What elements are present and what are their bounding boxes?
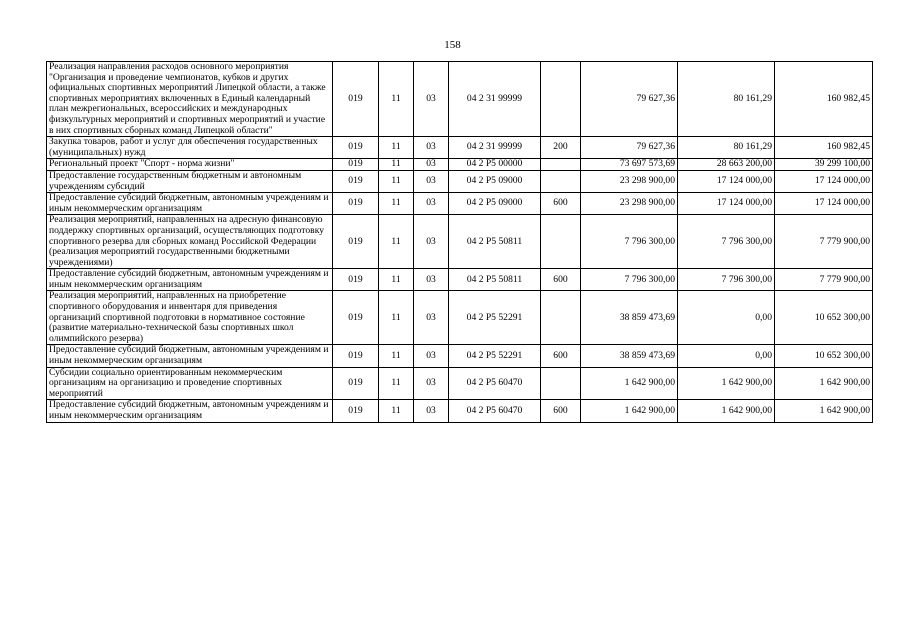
cell-target-article: 04 2 P5 09000 — [449, 193, 541, 215]
cell-section: 11 — [379, 367, 414, 400]
cell-description: Реализация мероприятий, направленных на приобретение спортивного оборудования и инвентаря для приведения организаций спортивной подготовки в нормативное состояние (развитие материально-технической базы спортивных школ олимпийского резерва) — [47, 291, 333, 345]
cell-target-article: 04 2 P5 60470 — [449, 400, 541, 422]
cell-section: 11 — [379, 400, 414, 422]
cell-target-article: 04 2 31 99999 — [449, 137, 541, 159]
cell-expense-type: 600 — [541, 345, 581, 367]
cell-target-article: 04 2 P5 00000 — [449, 159, 541, 171]
cell-ministry-code: 019 — [333, 62, 379, 137]
table-row — [47, 137, 873, 159]
cell-target-article: 04 2 P5 09000 — [449, 170, 541, 192]
cell-amount-3: 160 982,45 — [775, 62, 873, 137]
cell-description: Региональный проект "Спорт - норма жизни" — [47, 159, 333, 171]
cell-amount-3: 160 982,45 — [775, 137, 873, 159]
table-row — [47, 400, 873, 422]
cell-amount-1: 73 697 573,69 — [581, 159, 678, 171]
cell-amount-2: 80 161,29 — [678, 62, 775, 137]
cell-amount-2: 0,00 — [678, 345, 775, 367]
cell-expense-type — [541, 291, 581, 345]
cell-expense-type — [541, 159, 581, 171]
table-row — [47, 269, 873, 291]
cell-subsection: 03 — [414, 269, 449, 291]
table-row — [47, 215, 873, 269]
cell-amount-2: 0,00 — [678, 291, 775, 345]
cell-amount-2: 1 642 900,00 — [678, 367, 775, 400]
cell-amount-3: 1 642 900,00 — [775, 400, 873, 422]
cell-amount-3: 10 652 300,00 — [775, 345, 873, 367]
cell-amount-3: 17 124 000,00 — [775, 193, 873, 215]
cell-section: 11 — [379, 62, 414, 137]
cell-amount-1: 79 627,36 — [581, 137, 678, 159]
cell-description: Субсидии социально ориентированным некоммерческим организациям на организацию и проведение спортивных мероприятий — [47, 367, 333, 400]
cell-ministry-code: 019 — [333, 400, 379, 422]
cell-section: 11 — [379, 215, 414, 269]
cell-subsection: 03 — [414, 62, 449, 137]
cell-description: Предоставление государственным бюджетным и автономным учреждениям субсидий — [47, 170, 333, 192]
cell-amount-3: 10 652 300,00 — [775, 291, 873, 345]
cell-subsection: 03 — [414, 170, 449, 192]
cell-subsection: 03 — [414, 215, 449, 269]
cell-target-article: 04 2 P5 50811 — [449, 269, 541, 291]
cell-section: 11 — [379, 170, 414, 192]
cell-amount-3: 7 779 900,00 — [775, 269, 873, 291]
cell-amount-1: 38 859 473,69 — [581, 291, 678, 345]
cell-amount-3: 1 642 900,00 — [775, 367, 873, 400]
page-number: 158 — [444, 39, 461, 51]
cell-subsection: 03 — [414, 137, 449, 159]
cell-section: 11 — [379, 137, 414, 159]
cell-expense-type — [541, 170, 581, 192]
cell-expense-type: 600 — [541, 400, 581, 422]
cell-ministry-code: 019 — [333, 345, 379, 367]
cell-amount-3: 17 124 000,00 — [775, 170, 873, 192]
cell-section: 11 — [379, 159, 414, 171]
cell-description: Закупка товаров, работ и услуг для обеспечения государственных (муниципальных) нужд — [47, 137, 333, 159]
cell-target-article: 04 2 P5 60470 — [449, 367, 541, 400]
cell-description: Предоставление субсидий бюджетным, автономным учреждениям и иным некоммерческим организациям — [47, 193, 333, 215]
table-row — [47, 170, 873, 192]
cell-ministry-code: 019 — [333, 159, 379, 171]
cell-description: Предоставление субсидий бюджетным, автономным учреждениям и иным некоммерческим организациям — [47, 269, 333, 291]
cell-amount-1: 79 627,36 — [581, 62, 678, 137]
table-row — [47, 159, 873, 171]
cell-section: 11 — [379, 345, 414, 367]
cell-subsection: 03 — [414, 367, 449, 400]
cell-section: 11 — [379, 291, 414, 345]
cell-subsection: 03 — [414, 159, 449, 171]
cell-amount-1: 23 298 900,00 — [581, 170, 678, 192]
cell-target-article: 04 2 P5 50811 — [449, 215, 541, 269]
cell-expense-type — [541, 215, 581, 269]
cell-ministry-code: 019 — [333, 215, 379, 269]
cell-subsection: 03 — [414, 193, 449, 215]
cell-ministry-code: 019 — [333, 170, 379, 192]
cell-amount-1: 1 642 900,00 — [581, 367, 678, 400]
cell-ministry-code: 019 — [333, 291, 379, 345]
cell-expense-type: 600 — [541, 193, 581, 215]
cell-amount-1: 23 298 900,00 — [581, 193, 678, 215]
table-row — [47, 291, 873, 345]
cell-amount-2: 80 161,29 — [678, 137, 775, 159]
table-row — [47, 193, 873, 215]
cell-subsection: 03 — [414, 345, 449, 367]
cell-amount-2: 7 796 300,00 — [678, 215, 775, 269]
table-row — [47, 367, 873, 400]
cell-ministry-code: 019 — [333, 269, 379, 291]
cell-amount-1: 38 859 473,69 — [581, 345, 678, 367]
cell-expense-type — [541, 367, 581, 400]
cell-expense-type — [541, 62, 581, 137]
cell-amount-3: 7 779 900,00 — [775, 215, 873, 269]
cell-description: Предоставление субсидий бюджетным, автономным учреждениям и иным некоммерческим организациям — [47, 400, 333, 422]
cell-section: 11 — [379, 269, 414, 291]
cell-section: 11 — [379, 193, 414, 215]
cell-amount-2: 17 124 000,00 — [678, 193, 775, 215]
cell-amount-2: 17 124 000,00 — [678, 170, 775, 192]
cell-amount-2: 7 796 300,00 — [678, 269, 775, 291]
cell-description: Реализация направления расходов основного мероприятия "Организация и проведение чемпионатов, кубков и других официальных спортивных мероприятий Липецкой области, а также спортивных мероприятиях включенных в Единый календарный план межрегиональных, всероссийских и международных физкультурных мероприятий и спортивных мероприятий и участие в них спортивных сборных команд Липецкой области" — [47, 62, 333, 137]
cell-target-article: 04 2 P5 52291 — [449, 345, 541, 367]
cell-description: Реализация мероприятий, направленных на адресную финансовую поддержку спортивных организаций, осуществляющих подготовку спортивного резерва для сборных команд Российской Федерации (реализация мероприятий государственными бюджетными учреждениями) — [47, 215, 333, 269]
table-body — [47, 62, 873, 423]
cell-amount-1: 1 642 900,00 — [581, 400, 678, 422]
cell-target-article: 04 2 P5 52291 — [449, 291, 541, 345]
cell-amount-2: 1 642 900,00 — [678, 400, 775, 422]
cell-amount-1: 7 796 300,00 — [581, 269, 678, 291]
cell-subsection: 03 — [414, 400, 449, 422]
cell-target-article: 04 2 31 99999 — [449, 62, 541, 137]
cell-expense-type: 600 — [541, 269, 581, 291]
cell-expense-type: 200 — [541, 137, 581, 159]
cell-subsection: 03 — [414, 291, 449, 345]
cell-ministry-code: 019 — [333, 193, 379, 215]
table-row — [47, 62, 873, 137]
cell-ministry-code: 019 — [333, 367, 379, 400]
cell-amount-3: 39 299 100,00 — [775, 159, 873, 171]
cell-ministry-code: 019 — [333, 137, 379, 159]
cell-description: Предоставление субсидий бюджетным, автономным учреждениям и иным некоммерческим организациям — [47, 345, 333, 367]
budget-table — [46, 61, 873, 423]
cell-amount-2: 28 663 200,00 — [678, 159, 775, 171]
cell-amount-1: 7 796 300,00 — [581, 215, 678, 269]
table-row — [47, 345, 873, 367]
